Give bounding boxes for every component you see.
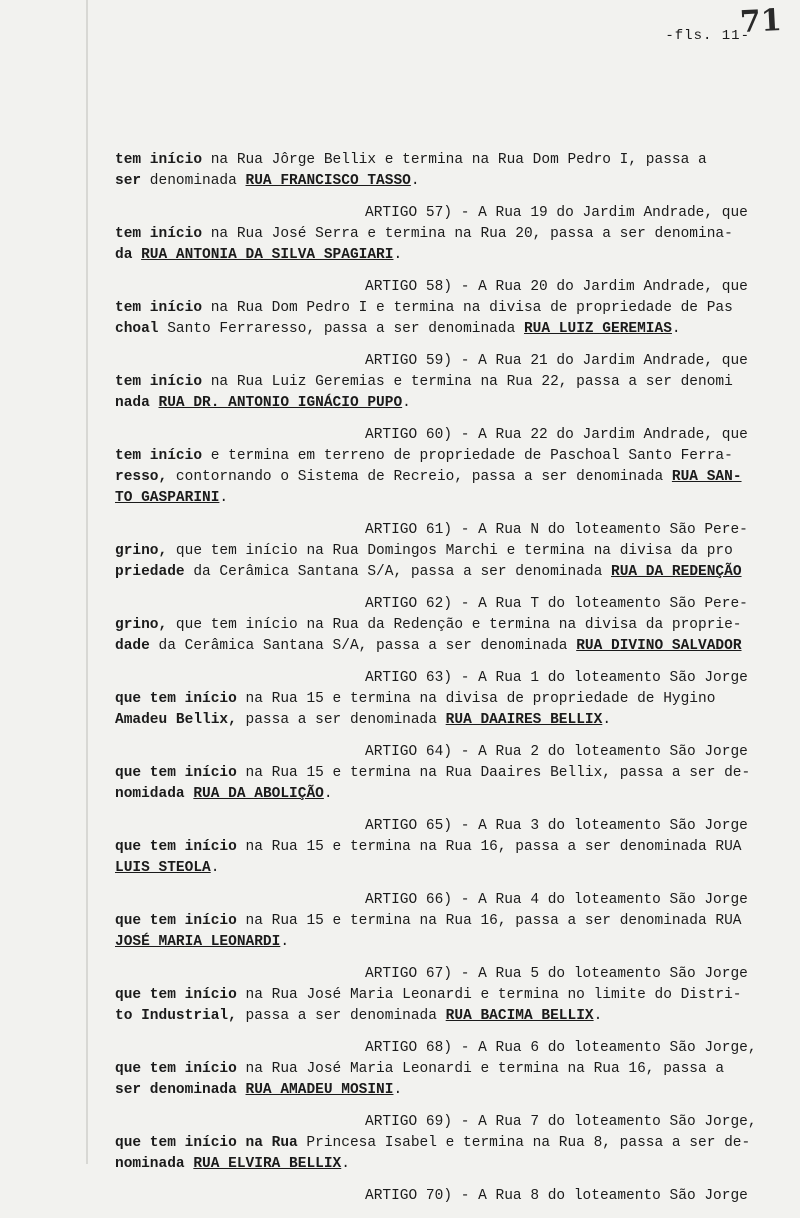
street-name: RUA FRANCISCO TASSO	[245, 173, 411, 189]
street-name: RUA BACIMA BELLIX	[445, 1008, 594, 1024]
article-heading: ARTIGO 60) - A Rua 22 do Jardim Andrade, que	[365, 427, 748, 443]
text-line	[115, 615, 790, 636]
line-text: contornando o Sistema de Recreio, passa a ser denominada	[167, 469, 672, 485]
line-tail: .	[219, 490, 229, 506]
text-line	[115, 298, 790, 319]
text-line	[115, 372, 790, 393]
text-line	[115, 1006, 790, 1027]
article-heading: ARTIGO 59) - A Rua 21 do Jardim Andrade, que	[365, 353, 748, 369]
street-name: RUA DA REDENÇÃO	[611, 564, 742, 580]
text-line	[115, 562, 790, 583]
line-tail: .	[602, 712, 612, 728]
line-tail: .	[393, 247, 403, 263]
text-line	[115, 636, 790, 657]
line-text: que tem início na Rua Domingos Marchi e termina na divisa da pro	[167, 543, 733, 559]
article-paragraph	[115, 520, 790, 583]
article-heading: ARTIGO 57) - A Rua 19 do Jardim Andrade, que	[365, 205, 748, 221]
line-lead-text: da	[115, 247, 133, 263]
line-text	[150, 395, 159, 411]
line-lead-text: resso,	[115, 469, 168, 485]
article-heading: ARTIGO 66) - A Rua 4 do loteamento São Jorge	[365, 892, 748, 908]
text-line	[115, 837, 790, 858]
street-name: RUA DA ABOLIÇÃO	[193, 786, 324, 802]
text-line	[115, 763, 790, 784]
line-lead-text: tem início	[115, 300, 203, 316]
line-text: na Rua José Maria Leonardi e termina na Rua 16, passa a	[236, 1061, 725, 1077]
article-paragraph	[115, 594, 790, 657]
line-tail: .	[593, 1008, 603, 1024]
article-heading: ARTIGO 70) - A Rua 8 do loteamento São Jorge	[365, 1188, 748, 1204]
line-text: na Rua José Maria Leonardi e termina no limite do Distri-	[236, 987, 742, 1003]
line-lead-text: que tem início na Rua	[115, 1135, 298, 1151]
text-line	[115, 171, 790, 192]
line-tail: .	[671, 321, 681, 337]
text-line	[115, 1059, 790, 1080]
article-paragraph	[115, 1186, 790, 1207]
line-tail: .	[280, 934, 290, 950]
line-lead-text: que tem início	[115, 765, 237, 781]
line-text: na Rua 15 e termina na Rua Daaires Bellix, passa a ser de-	[236, 765, 751, 781]
article-paragraph	[115, 351, 790, 414]
line-text	[237, 1082, 246, 1098]
article-paragraph	[115, 964, 790, 1027]
street-name: RUA ELVIRA BELLIX	[193, 1156, 342, 1172]
article-paragraph	[115, 150, 790, 192]
line-lead-text: ser denominada	[115, 1082, 237, 1098]
street-name: RUA ANTONIA DA SILVA SPAGIARI	[141, 247, 394, 263]
text-line	[115, 689, 790, 710]
line-lead-text: tem início	[115, 448, 203, 464]
street-name: RUA DR. ANTONIO IGNÁCIO PUPO	[158, 395, 403, 411]
line-lead-text: choal	[115, 321, 159, 337]
line-text: na Rua José Serra e termina na Rua 20, passa a ser denomina-	[202, 226, 733, 242]
street-name: RUA DAAIRES BELLIX	[445, 712, 603, 728]
article-paragraph	[115, 425, 790, 509]
line-lead-text: nomidada	[115, 786, 185, 802]
line-text: da Cerâmica Santana S/A, passa a ser denominada	[149, 638, 577, 654]
street-name: RUA LUIZ GEREMIAS	[523, 321, 672, 337]
line-lead-text: que tem início	[115, 691, 237, 707]
line-lead-text: grino,	[115, 617, 168, 633]
article-heading: ARTIGO 64) - A Rua 2 do loteamento São Jorge	[365, 744, 748, 760]
line-lead-text: tem início	[115, 152, 203, 168]
text-line	[115, 710, 790, 731]
line-text: denominada	[141, 173, 246, 189]
line-lead-text: dade	[115, 638, 150, 654]
line-lead-text: grino,	[115, 543, 168, 559]
line-lead-text: que tem início	[115, 1061, 237, 1077]
article-heading: ARTIGO 69) - A Rua 7 do loteamento São Jorge,	[365, 1114, 757, 1130]
line-text: na Rua 15 e termina na Rua 16, passa a ser denominada RUA	[236, 839, 742, 855]
line-text: na Rua Dom Pedro I e termina na divisa de propriedade de Pas	[202, 300, 733, 316]
street-name: RUA AMADEU MOSINI	[245, 1082, 394, 1098]
article-heading: ARTIGO 68) - A Rua 6 do loteamento São Jorge,	[365, 1040, 757, 1056]
line-tail: .	[341, 1156, 350, 1172]
line-text: Santo Ferraresso, passa a ser denominada	[158, 321, 524, 337]
text-line	[115, 1080, 790, 1101]
article-paragraph	[115, 816, 790, 879]
text-line	[115, 245, 790, 266]
line-text: que tem início na Rua da Redenção e termina na divisa da proprie-	[167, 617, 742, 633]
text-line	[115, 393, 790, 414]
text-line	[115, 541, 790, 562]
article-heading: ARTIGO 61) - A Rua N do loteamento São Pere-	[365, 522, 748, 538]
article-heading: ARTIGO 67) - A Rua 5 do loteamento São Jorge	[365, 966, 748, 982]
text-line	[115, 932, 790, 953]
line-text: da Cerâmica Santana S/A, passa a ser denominada	[184, 564, 611, 580]
article-paragraph	[115, 668, 790, 731]
text-line	[115, 150, 790, 171]
text-line	[115, 488, 790, 509]
street-name: LUIS STEOLA	[115, 860, 211, 876]
text-line	[115, 467, 790, 488]
text-line	[115, 446, 790, 467]
line-lead-text: tem início	[115, 226, 203, 242]
line-lead-text: nada	[115, 395, 150, 411]
article-paragraph	[115, 1038, 790, 1101]
line-tail: .	[410, 173, 420, 189]
article-paragraph	[115, 277, 790, 340]
line-text: na Rua 15 e termina na divisa de propriedade de Hygino	[236, 691, 716, 707]
line-lead-text: to Industrial,	[115, 1008, 237, 1024]
line-lead-text: tem início	[115, 374, 203, 390]
line-text: e termina em terreno de propriedade de Paschoal Santo Ferra-	[202, 448, 733, 464]
line-lead-text: que tem início	[115, 839, 237, 855]
article-paragraph	[115, 203, 790, 266]
page-margin-line	[86, 0, 88, 1164]
line-text: passa a ser denominada	[236, 712, 446, 728]
street-name: RUA DIVINO SALVADOR	[576, 638, 742, 654]
text-line	[115, 1154, 790, 1175]
article-paragraph	[115, 1112, 790, 1175]
line-tail: .	[210, 860, 220, 876]
text-line	[115, 784, 790, 805]
article-heading: ARTIGO 65) - A Rua 3 do loteamento São Jorge	[365, 818, 748, 834]
line-text	[132, 247, 141, 263]
article-heading: ARTIGO 63) - A Rua 1 do loteamento São Jorge	[365, 670, 748, 686]
handwritten-page-number: 71	[739, 2, 783, 41]
line-text: Princesa Isabel e termina na Rua 8, passa a ser de-	[297, 1135, 751, 1151]
street-name: RUA SAN-	[671, 469, 742, 485]
line-text: na Rua Luiz Geremias e termina na Rua 22, passa a ser denomi	[202, 374, 733, 390]
folio-header: -fls. 11-	[665, 28, 750, 44]
text-line	[115, 911, 790, 932]
line-tail: .	[402, 395, 411, 411]
line-tail: .	[323, 786, 333, 802]
line-tail: .	[393, 1082, 403, 1098]
text-line	[115, 985, 790, 1006]
street-name: TO GASPARINI	[115, 490, 220, 506]
line-text: na Rua Jôrge Bellix e termina na Rua Dom Pedro I, passa a	[202, 152, 707, 168]
article-paragraph	[115, 742, 790, 805]
text-line	[115, 224, 790, 245]
line-lead-text: que tem início	[115, 913, 237, 929]
line-lead-text: ser	[115, 173, 142, 189]
text-line	[115, 319, 790, 340]
street-name: JOSÉ MARIA LEONARDI	[115, 934, 281, 950]
line-lead-text: nominada	[115, 1156, 185, 1172]
line-lead-text: priedade	[115, 564, 185, 580]
article-paragraph	[115, 890, 790, 953]
line-text: na Rua 15 e termina na Rua 16, passa a ser denominada RUA	[236, 913, 742, 929]
text-line	[115, 858, 790, 879]
document-body	[115, 150, 790, 1218]
text-line	[115, 1133, 790, 1154]
line-lead-text: Amadeu Bellix,	[115, 712, 237, 728]
article-heading: ARTIGO 58) - A Rua 20 do Jardim Andrade, que	[365, 279, 748, 295]
line-lead-text: que tem início	[115, 987, 237, 1003]
line-text: passa a ser denominada	[236, 1008, 446, 1024]
article-heading: ARTIGO 62) - A Rua T do loteamento São Pere-	[365, 596, 748, 612]
